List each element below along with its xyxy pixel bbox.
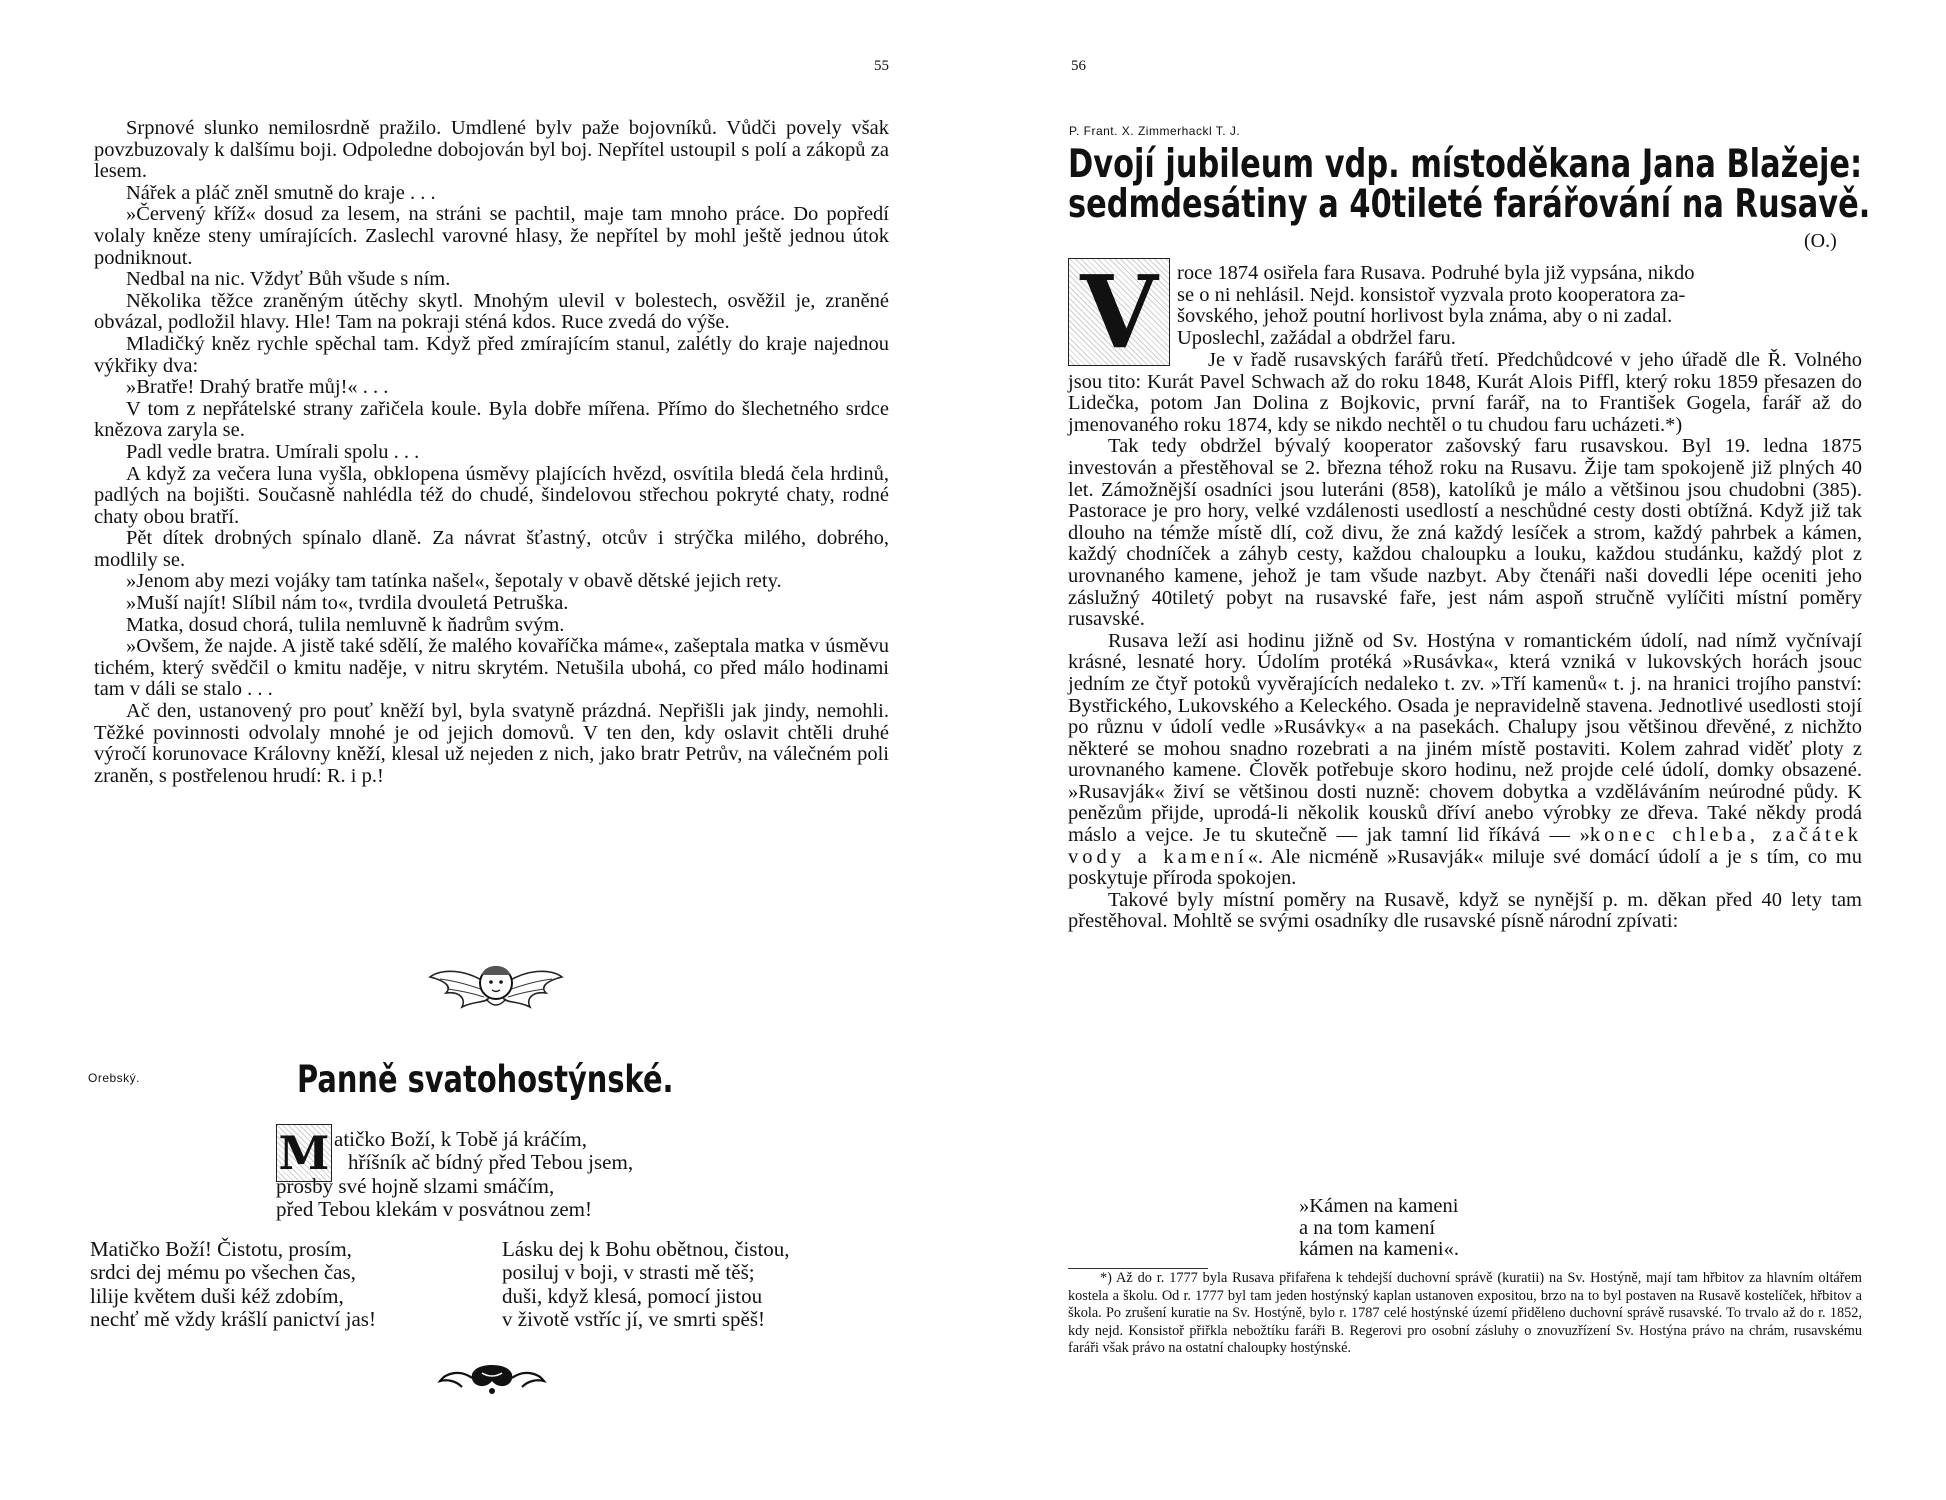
drop-initial: V xyxy=(1080,253,1158,371)
intro-line: se o ni nehlásil. Nejd. konsistoř vyzvala proto kooperatora za- xyxy=(1177,283,1686,306)
paragraph: »Bratře! Drahý bratře můj!« . . . xyxy=(126,376,389,399)
paragraph: A když za večera luna vyšla, obklopena úsměvy plajících hvězd, osvítila bledá čela hrdinů, padlých na bojišti. Současně nahlédla též do chudé, šindelovou střechou pokryté chaty, rodné chaty obou bratří. xyxy=(94,462,889,528)
song-line: kámen na kameni«. xyxy=(1299,1238,1459,1261)
paragraph: Tak tedy obdržel bývalý kooperator zašovský faru rusavskou. Byl 19. ledna 1875 investován a přestěhoval se 2. března téhož roku na Rusavu. Žije tam spokojeně již plných 40 let. Zámožnější osadníci jsou luteráni (858), katolíků je málo a většinou jsou chudobni (385). Pastorace je pro hory, velké vzdálenosti usedlostí a neschůdné cesty dosti obtížná. Když již tak dlouho na témže místě dlí, což divu, že zná každý lesíček a strom, každý pahrbek a kámen, každý chodníček a záhyb cesty, každou chaloupku a louku, každou studánku, každý plot z urovnaného kamene, jehož je tam všude nazbyt. Aby čtenáři naši dovedli lépe oceniti jeho záslužný 40tiletý pobyt na rusavské faře, jest nám aspoň stručně vylíčiti místní poměry rusavské. xyxy=(1068,435,1862,631)
footnote-rule xyxy=(1068,1268,1208,1269)
verse-line: před Tebou klekám v posvátnou zem! xyxy=(276,1196,592,1221)
poem-author: Orebský. xyxy=(88,1071,141,1085)
page-number: 55 xyxy=(874,58,889,74)
intro-line: Uposlechl, zažádal a obdržel faru. xyxy=(1177,326,1456,349)
tailpiece-ornament xyxy=(436,1361,548,1395)
paragraph: »Ovšem, že najde. A jistě také sdělí, že malého kovaříčka máme«, zašeptala matka v úsměvu tichém, který svědčil o kmitu naděje, v nitru skrytém. Netušila ubohá, co před málo hodinami tam v dáli se stalo . . . xyxy=(94,635,889,701)
poem-left-stanza xyxy=(90,1238,470,1331)
footnote-text: *) Až do r. 1777 byla Rusava přifařena k tehdejší duchovní správě (kuratii) na Sv. Hostýně, mají tam hřbitov za hlavním oltářem kostela a školu. Od r. 1777 byl tam jeden hostýnský kaplan ustanoven expositou, brzo na to byl postaven na Rusavě kostelíček, hřbitov a škola. Po zrušení kuratie na Sv. Hostýně, bylo r. 1787 celé hostýnské území přiděleno duchovní správě rusavské. To trvalo až do r. 1852, kdy nejd. Konsistoř přiřkla nebožtíku faráři B. Regerovi pro osobní zásluhy o znovuzřízení Sv. Hostýna právo na chrám, rusavskému faráři však právo na ostatní chaloupky hostýnské. xyxy=(1068,1270,1862,1357)
paragraph: Ač den, ustanovený pro pouť kněží byl, byla svatyně prázdná. Nepřišli jak jindy, nemohli. Těžké povinnosti odvolaly mnohé je od jejich domovů. V ten den, kdy oslavit chtěli druhé výročí korunovace Královny kněží, klesal už nejeden z nich, jako bratr Petrův, na válečném poli zraněn, s postřelenou hrudí: R. i p.! xyxy=(94,700,889,787)
verse-line: duši, když klesá, pomocí jistou xyxy=(502,1283,763,1308)
paragraph: Pět dítek drobných spínalo dlaně. Za návrat šťastný, otcův i strýčka milého, dobrého, modlily se. xyxy=(94,527,889,571)
article-text xyxy=(1068,350,1862,933)
verse-line: prosby své hojně slzami smáčím, xyxy=(276,1173,555,1198)
verse-line: v životě vstříc jí, ve smrti spěš! xyxy=(502,1306,766,1331)
poem-first-stanza xyxy=(276,1128,746,1221)
paragraph: Padl vedle bratra. Umírali spolu . . . xyxy=(126,440,420,463)
paragraph: Několika těžce zraněným útěchy skytl. Mnohým ulevil v bolestech, osvěžil je, zraněné obvázal, podložil hlavy. Hle! Tam na pokraji sténá kdos. Ruce zvedá do výše. xyxy=(94,289,889,334)
paragraph: Nedbal na nic. Vždyť Bůh všude s ním. xyxy=(126,268,451,291)
paragraph: Nářek a pláč zněl smutně do kraje . . . xyxy=(126,181,436,204)
page-number: 56 xyxy=(1071,58,1086,74)
paragraph: V tom z nepřátelské strany zařičela koule. Byla dobře mířena. Přímo do šlechetného srdce knězova zaryla se. xyxy=(94,397,889,442)
intro-line: šovského, jehož poutní horlivost byla známa, aby o ni zadal. xyxy=(1177,305,1673,328)
song-line: a na tom kamení xyxy=(1299,1216,1436,1239)
poem-right-stanza xyxy=(502,1238,902,1331)
verse-line: nechť mě vždy krášlí panictví jas! xyxy=(90,1306,376,1331)
intro-line: roce 1874 osiřela fara Rusava. Podruhé byla již vypsána, nikdo xyxy=(1177,262,1695,284)
spaced-phrase: konec chleba, začátek vody a kamení xyxy=(1068,824,1862,868)
paragraph: Rusava leží asi hodinu jižně od Sv. Hostýna v romantickém údolí, nad nímž vyčnívají krásné, lesnaté hory. Údolím protéká »Rusávka«, která vzniká v lukovských horách jsouc jedním ze čtyř potoků vyvěrajících nedaleko t. zv. »Tří kamenů« t. j. na hranici trojího panství: Bystřického, Lukovského a Keleckého. Osada je nepravidelně stavena. Jednotlivé usedlosti stojí po různu v údolí vedle »Rusávky« a na pasekách. Chalupy jsou většinou dřevěné, z nichžto některé se mohou snadno rozebrati a na jiném místě postaviti. Kolem zahrad viděť ploty z urovnaného kamene. Člověk potřebuje skoro hodinu, než projde celé údolí, domky obsazené. »Rusavják« živí se většinou dosti nuzně: chovem dobytka a vzděláváním neúrodné půdy. K penězům přijde, uprodá-li několik kousků dříví anebo výrobky ze dřeva. Také někdy prodá máslo a vejce. Je tu skutečně — jak tamní lid říkává — »konec chleba, začátek vody a kamení«. Ale nicméně »Rusavják« miluje své domácí údolí a je s tím, co mu poskytuje příroda spokojen. xyxy=(1068,629,1862,890)
paragraph: »Muší najít! Slíbil nám to«, tvrdila dvouletá Petruška. xyxy=(126,592,569,615)
poem-title: Panně svatohostýnské. xyxy=(297,1058,674,1101)
verse-line: srdci dej mému po všechen čas, xyxy=(90,1260,356,1285)
verse-line: lilije květem duši kéž zdobím, xyxy=(90,1283,344,1308)
story-text xyxy=(94,118,889,787)
paragraph: Je v řadě rusavských farářů třetí. Předchůdcové v jeho úřadě dle Ř. Volného jsou tito: Kurát Pavel Schwach až do roku 1848, Kurát Alois Piffl, který roku 1859 přesazen do Lidečka, potom Jan Dolina z Bojkovic, první farář, na to František Gogela, farář až do jmenovaného roku 1874, kdy se nikdo nechtěl o tu chudou faru ucházeti.*) xyxy=(1068,349,1862,436)
article-author: P. Frant. X. Zimmerhackl T. J. xyxy=(1069,124,1241,138)
paragraph: Srpnové slunko nemilosrdně pražilo. Umdlené bylv paže bojovníků. Vůdči povely však povzbuzovaly k dalšímu boji. Odpoledne dobojován byl boj. Nepřítel ustoupil s polí a zákopů za lesem. xyxy=(94,117,889,183)
verse-line: Matičko Boží! Čistotu, prosím, xyxy=(90,1237,352,1261)
footnote xyxy=(1068,1270,1862,1358)
intro-lines xyxy=(1177,263,1861,349)
article-title-line-2: sedmdesátiny a 40tileté farářování na Rusavě. xyxy=(1068,182,1871,227)
verse-line: posiluj v boji, v strasti mě těš; xyxy=(502,1260,755,1285)
part-mark: (O.) xyxy=(1804,230,1837,252)
paragraph: Takové byly místní poměry na Rusavě, když se nynější p. m. děkan před 40 lety tam přestěhoval. Mohltě se svými osadníky dle rusavské písně národní zpívati: xyxy=(1068,888,1862,933)
paragraph: »Jenom aby mezi vojáky tam tatínka našel«, šepotaly v obavě dětské jejich rety. xyxy=(126,570,782,593)
paragraph: Matka, dosud chorá, tulila nemluvně k ňadrům svým. xyxy=(126,613,565,636)
song-line: »Kámen na kameni xyxy=(1299,1195,1459,1217)
paragraph: »Červený kříž« dosud za lesem, na stráni se pachtil, maje tam mnoho práce. Do popředí volaly kněze steny umírajících. Zaslechl varovné hlasy, že nepřítel by mohl ještě jednou útok podniknout. xyxy=(94,203,889,269)
right-page xyxy=(973,0,1946,1500)
article-title-line-1: Dvojí jubileum vdp. místoděkana Jana Blažeje: xyxy=(1068,142,1863,187)
paragraph-tail: «. Ale nicméně »Rusavják« miluje své domácí údolí a je s tím, co mu poskytuje příroda spokojen. xyxy=(1068,845,1862,890)
cherub-ornament xyxy=(426,947,566,1027)
verse-line: Lásku dej k Bohu obětnou, čistou, xyxy=(502,1237,790,1261)
paragraph: Mladičký kněz rychle spěchal tam. Když před zmírajícím stanul, zalétly do kraje najednou výkřiky dva: xyxy=(94,332,889,377)
verse-line: atičko Boží, k Tobě já kráčím, xyxy=(334,1127,587,1151)
folk-song xyxy=(1299,1196,1599,1261)
verse-line: hříšník ač bídný před Tebou jsem, xyxy=(348,1150,634,1175)
poem-initial: M xyxy=(278,1126,330,1180)
